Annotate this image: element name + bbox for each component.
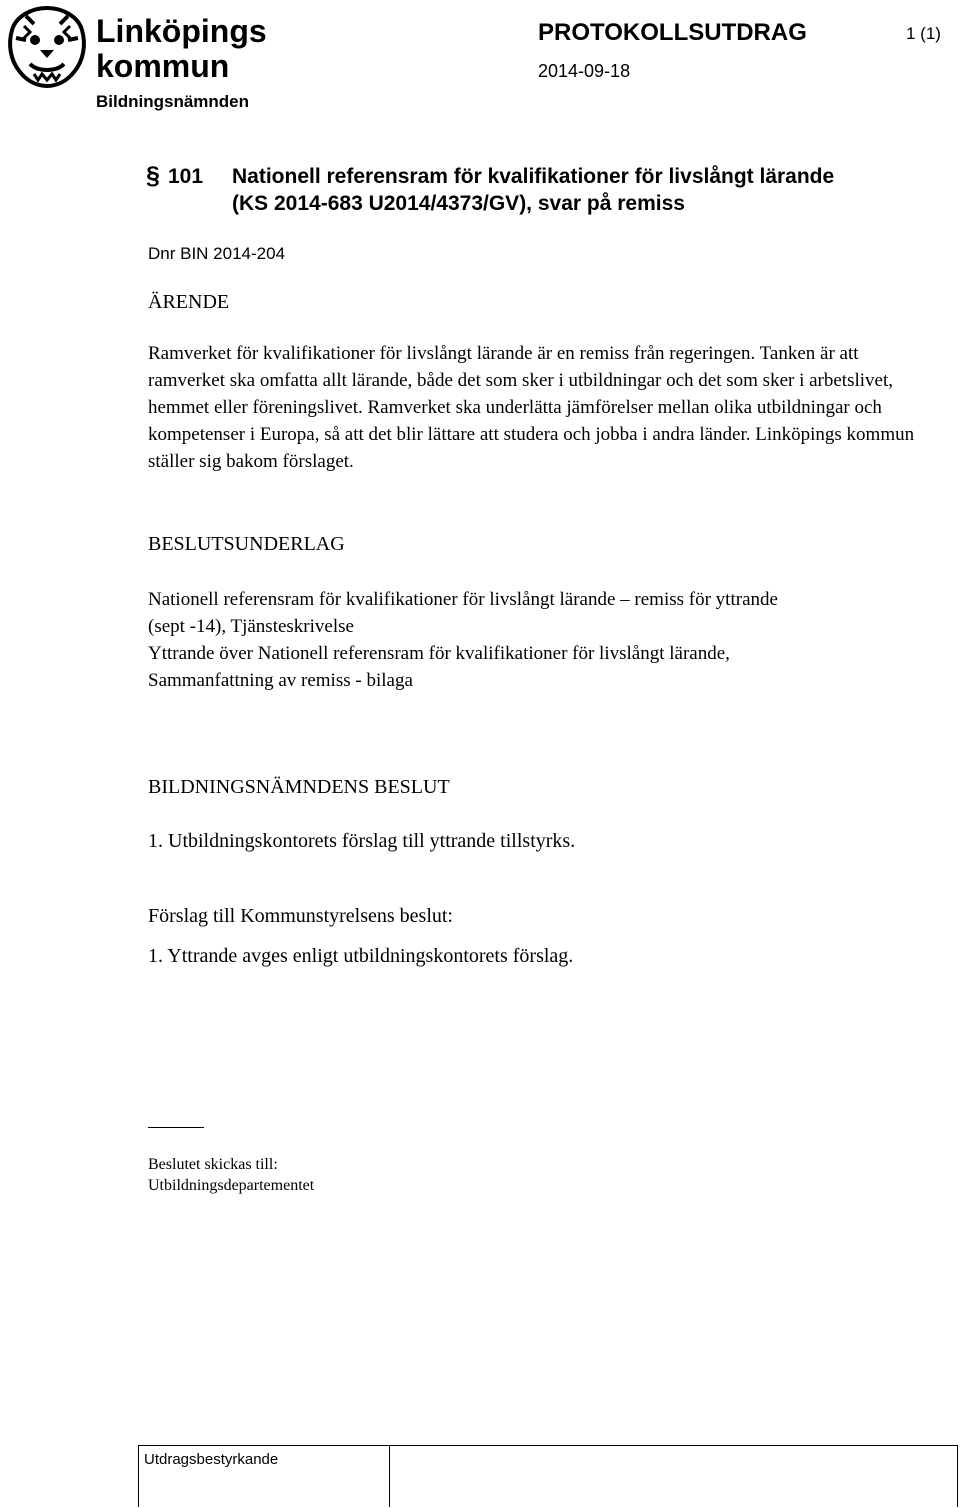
distribution-label: Beslutet skickas till: [148, 1156, 278, 1173]
org-name-line1: Linköpings [96, 13, 267, 49]
diary-number: Dnr BIN 2014-204 [148, 244, 286, 263]
beslutsunderlag-list [148, 586, 948, 694]
doc-type: PROTOKOLLSUTDRAG [538, 19, 807, 46]
certification-box [138, 1445, 390, 1507]
item-title-line2: (KS 2014-683 U2014/4373/GV), svar på remiss [232, 192, 685, 215]
doc-date: 2014-09-18 [538, 61, 631, 81]
item-title-line1: Nationell referensram för kvalifikationer för livslångt lärande [232, 165, 835, 188]
section-heading-arende: ÄRENDE [148, 291, 230, 313]
arende-text: Ramverket för kvalifikationer för livslångt lärande är en remiss från regeringen. Tanken är att ramverket ska omfatta allt lärande, både det som sker i utbildningar och det som sker i arbetslivet, hemmet eller föreningslivet. Ramverket ska underlätta jämförelser mellan olika utbildningar och kompetenser i Europa, så att det blir lättare att studera och jobba i andra länder. Linköpings kommun ställer sig bakom förslaget. [148, 343, 915, 472]
paragraph-sign: § [146, 162, 160, 190]
beslutsunderlag-line: Nationell referensram för kvalifikationer för livslångt lärande – remiss för yttrande [148, 589, 778, 610]
section-heading-ks-forslag: Förslag till Kommunstyrelsens beslut: [148, 905, 453, 927]
distribution-recipient: Utbildningsdepartementet [148, 1177, 315, 1194]
beslut-item: 1. Utbildningskontorets förslag till yttrande tillstyrks. [148, 830, 576, 852]
section-heading-beslutsunderlag: BESLUTSUNDERLAG [148, 533, 345, 555]
beslutsunderlag-line: Yttrande över Nationell referensram för kvalifikationer för livslångt lärande, [148, 643, 730, 664]
certification-label: Utdragsbestyrkande [144, 1451, 279, 1468]
certification-signature-box [390, 1445, 958, 1507]
ks-forslag-item: 1. Yttrande avges enligt utbildningskontorets förslag. [148, 945, 574, 967]
beslutsunderlag-line: (sept -14), Tjänsteskrivelse [148, 616, 354, 637]
section-heading-beslut: BILDNINGSNÄMNDENS BESLUT [148, 776, 450, 798]
lion-crest-icon [4, 2, 90, 88]
paragraph-number: 101 [168, 165, 204, 188]
org-name-line2: kommun [96, 48, 230, 84]
beslutsunderlag-line: Sammanfattning av remiss - bilaga [148, 670, 413, 691]
department-name: Bildningsnämnden [96, 92, 249, 111]
page-number: 1 (1) [906, 24, 941, 43]
divider [148, 1127, 204, 1128]
